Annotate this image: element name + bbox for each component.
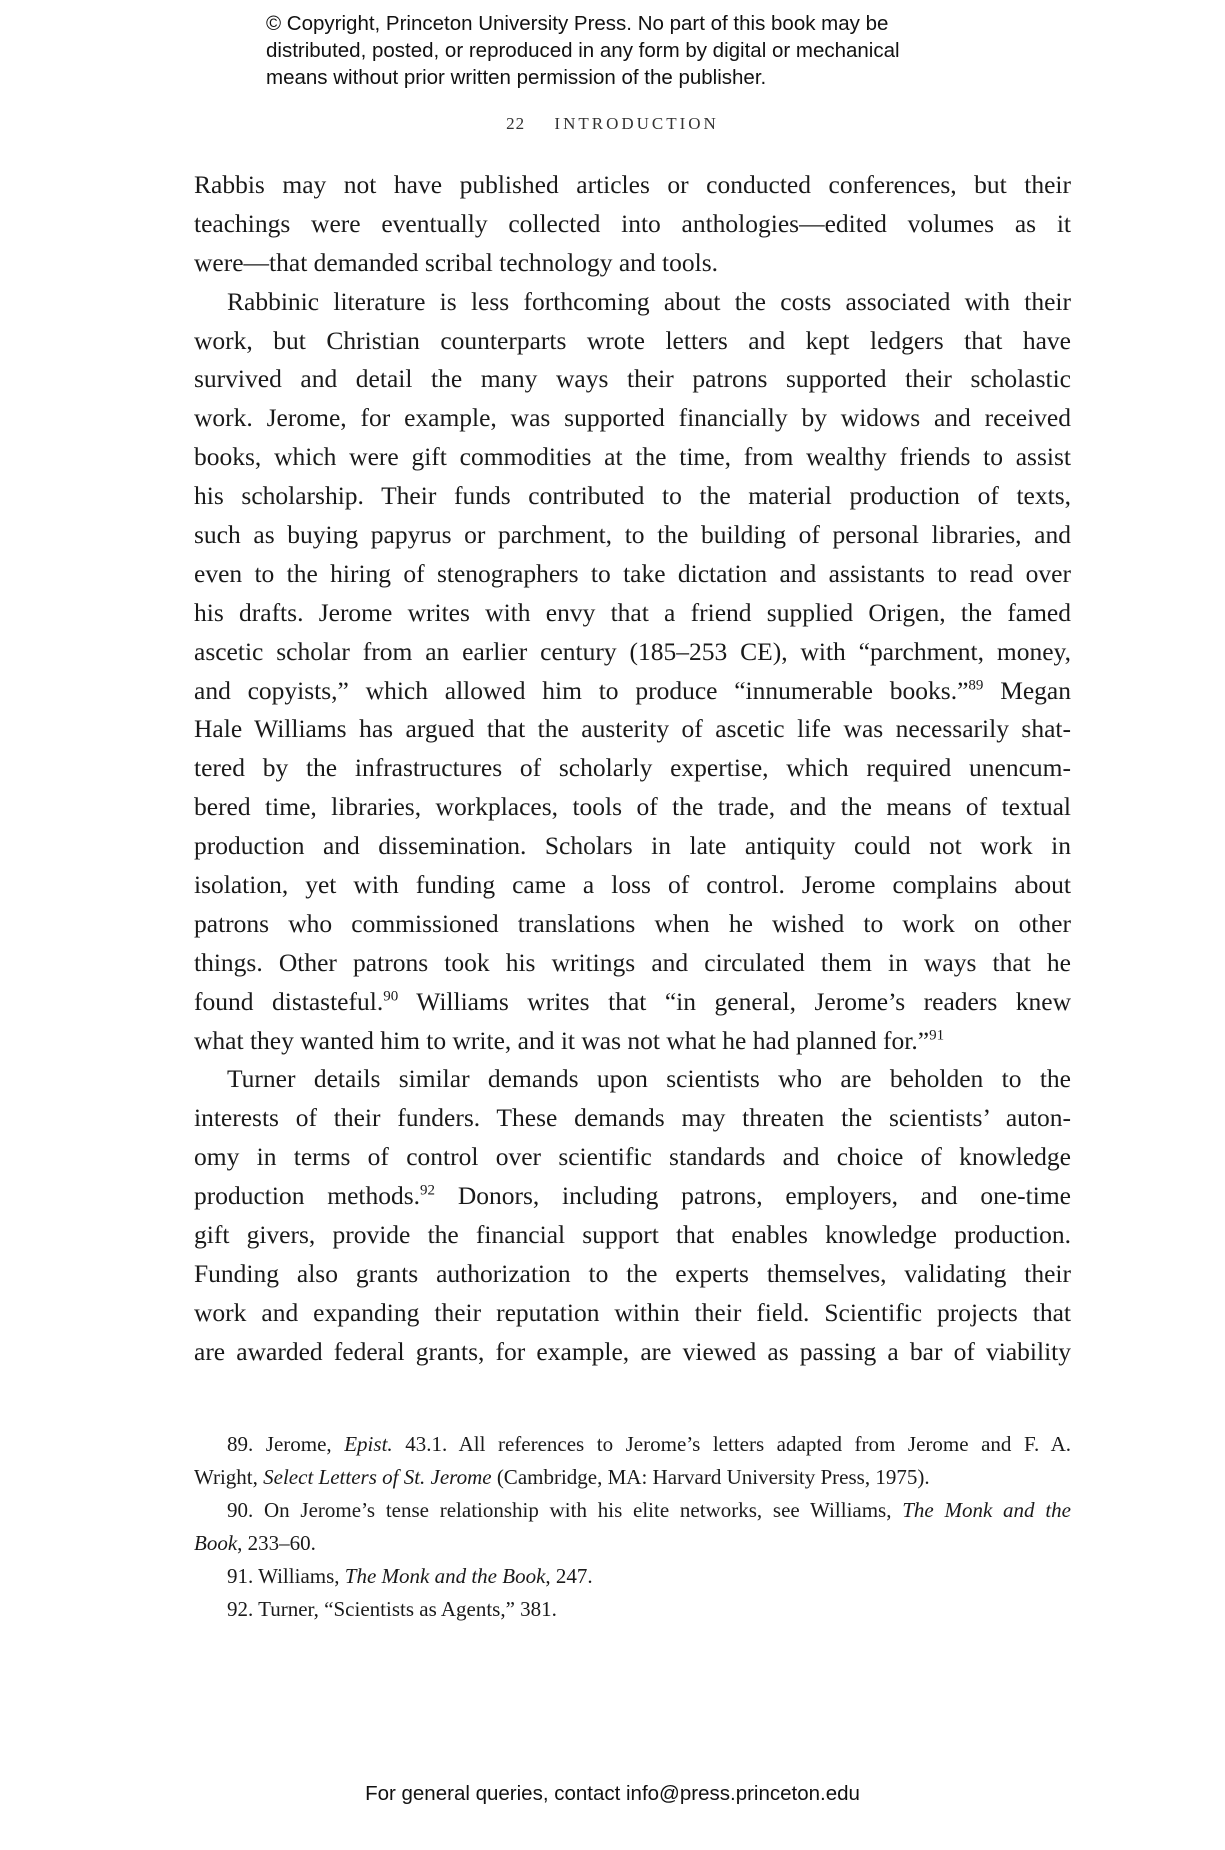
contact-footer: For general queries, contact info@press.princeton.edu (365, 1782, 860, 1805)
text-line (194, 516, 1071, 555)
text-line (194, 1333, 1071, 1372)
text-run: Hale Williams has argued that the austerity of ascetic life was necessarily shat- (194, 714, 1071, 744)
footnote (194, 1593, 1071, 1626)
footnote (194, 1560, 1071, 1593)
copyright-line: © Copyright, Princeton University Press. No part of this book may be (266, 12, 889, 35)
copyright-notice (266, 10, 1026, 91)
paragraph (194, 1060, 1071, 1371)
footnote-line (194, 1593, 1071, 1626)
text-run: Donors, including patrons, employers, and one-time (435, 1181, 1071, 1211)
text-run: Williams writes that “in general, Jerome’s readers knew (398, 986, 1072, 1016)
text-line (194, 594, 1071, 633)
text-run: work. Jerome, for example, was supported financially by widows and received (194, 403, 1071, 433)
text-run: and copyists,” which allowed him to produce “innumerable books.” (194, 675, 969, 705)
italic-text: Epist. (344, 1432, 393, 1456)
text-line (194, 1216, 1071, 1255)
text-run: teachings were eventually collected into anthologies—edited volumes as it (194, 208, 1071, 238)
copyright-line: distributed, posted, or reproduced in any form by digital or mechanical (266, 39, 900, 62)
text-run: work and expanding their reputation within their field. Scientific projects that (194, 1297, 1071, 1327)
text-run: 91. Williams, (227, 1564, 345, 1588)
text-run: 89. Jerome, (227, 1432, 345, 1456)
text-line (194, 905, 1071, 944)
footnote-ref[interactable]: 89 (968, 677, 984, 694)
text-run: work, but Christian counterparts wrote letters and kept ledgers that have (194, 325, 1071, 355)
text-line (194, 438, 1071, 477)
text-line (194, 399, 1071, 438)
text-run: production and dissemination. Scholars in late antiquity could not work in (194, 831, 1071, 861)
text-run: Rabbinic literature is less forthcoming about the costs associated with their (227, 286, 1071, 316)
footnote (194, 1428, 1071, 1494)
text-line (194, 1177, 1071, 1216)
text-line (194, 1060, 1071, 1099)
footnote-line (194, 1428, 1071, 1461)
text-run: Funding also grants authorization to the experts themselves, validating their (194, 1258, 1071, 1288)
text-run: books, which were gift commodities at the time, from wealthy friends to assist (194, 442, 1071, 472)
text-run: 43.1. All references to Jerome’s letters adapted from Jerome and F. A. (392, 1432, 1071, 1456)
text-line (194, 672, 1071, 711)
text-line (194, 244, 1071, 283)
text-line (194, 827, 1071, 866)
text-run: isolation, yet with funding came a loss of control. Jerome complains about (194, 870, 1071, 900)
text-run: patrons who commissioned translations when he wished to work on other (194, 908, 1071, 938)
text-line (194, 633, 1071, 672)
text-run: (Cambridge, MA: Harvard University Press, 1975). (491, 1465, 930, 1489)
text-line (194, 205, 1071, 244)
text-run: found distasteful. (194, 986, 384, 1016)
text-run: ascetic scholar from an earlier century (185–253 CE), with “parchment, money, (194, 636, 1071, 666)
text-line (194, 788, 1071, 827)
text-line (194, 477, 1071, 516)
italic-text: Select Letters of St. Jerome (263, 1465, 492, 1489)
text-run: 92. Turner, “Scientists as Agents,” 381. (227, 1597, 557, 1621)
footnote-line (194, 1527, 1071, 1560)
text-run: his scholarship. Their funds contributed to the material production of texts, (194, 481, 1071, 511)
copyright-line: means without prior written permission of the publisher. (266, 66, 767, 89)
page-number: 22 (506, 114, 526, 133)
paragraph (194, 166, 1071, 283)
footnote-ref[interactable]: 92 (420, 1182, 436, 1199)
footnote (194, 1494, 1071, 1560)
text-run: Turner details similar demands upon scientists who are beholden to the (227, 1064, 1071, 1094)
chapter-title: INTRODUCTION (554, 114, 719, 133)
text-run: his drafts. Jerome writes with envy that a friend supplied Origen, the famed (194, 597, 1071, 627)
text-line (194, 1138, 1071, 1177)
text-run: Wright, (194, 1465, 264, 1489)
text-line (194, 555, 1071, 594)
text-run: what they wanted him to write, and it was not what he had planned for.” (194, 1025, 930, 1055)
text-run: things. Other patrons took his writings and circulated them in ways that he (194, 947, 1071, 977)
body-text (194, 166, 1071, 1372)
text-line (194, 322, 1071, 361)
footnote-line (194, 1560, 1071, 1593)
text-run: 90. On Jerome’s tense relationship with his elite networks, see Williams, (227, 1498, 903, 1522)
text-run: Megan (983, 675, 1071, 705)
text-line (194, 166, 1071, 205)
text-run: were—that demanded scribal technology and tools. (194, 247, 719, 277)
text-line (194, 710, 1071, 749)
text-line (194, 866, 1071, 905)
text-run: , 233–60. (237, 1531, 316, 1555)
text-line (194, 983, 1071, 1022)
text-line (194, 1294, 1071, 1333)
text-line (194, 1255, 1071, 1294)
text-line (194, 360, 1071, 399)
italic-text: The Monk and the (902, 1498, 1071, 1522)
text-line (194, 944, 1071, 983)
text-run: Rabbis may not have published articles or conducted conferences, but their (194, 170, 1071, 199)
running-head (0, 114, 1225, 134)
text-run: gift givers, provide the financial support that enables knowledge production. (194, 1220, 1071, 1250)
footnote-ref[interactable]: 90 (383, 988, 399, 1005)
text-run: , 247. (545, 1564, 593, 1588)
italic-text: Book (194, 1531, 238, 1555)
text-run: survived and detail the many ways their patrons supported their scholastic (194, 364, 1071, 394)
text-run: interests of their funders. These demands may threaten the scientists’ auton- (194, 1103, 1071, 1133)
text-run: such as buying papyrus or parchment, to the building of personal libraries, and (194, 520, 1071, 550)
italic-text: The Monk and the Book (344, 1564, 546, 1588)
text-line (194, 1099, 1071, 1138)
text-run: are awarded federal grants, for example, are viewed as passing a bar of viability (194, 1336, 1071, 1366)
text-run: production methods. (194, 1181, 421, 1211)
footnote-ref[interactable]: 91 (929, 1027, 945, 1044)
text-line (194, 283, 1071, 322)
text-line (194, 1022, 1071, 1061)
text-run: tered by the infrastructures of scholarly expertise, which required unencum- (194, 753, 1071, 783)
footnote-line (194, 1461, 1071, 1494)
footnotes (194, 1428, 1071, 1626)
text-run: omy in terms of control over scientific standards and choice of knowledge (194, 1142, 1071, 1172)
text-line (194, 749, 1071, 788)
text-run: bered time, libraries, workplaces, tools of the trade, and the means of textual (194, 792, 1071, 822)
paragraph (194, 283, 1071, 1061)
footnote-line (194, 1494, 1071, 1527)
text-run: even to the hiring of stenographers to take dictation and assistants to read over (194, 558, 1071, 588)
